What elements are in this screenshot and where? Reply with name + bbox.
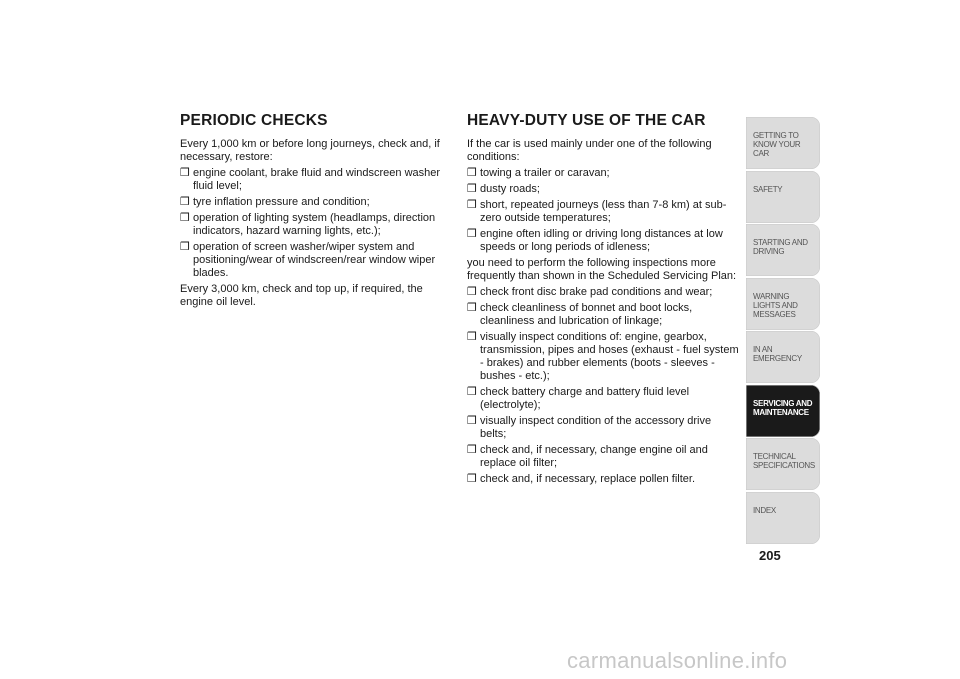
list-item: ❒ short, repeated journeys (less than 7-8 km) at sub-zero outside temperatures; (467, 199, 727, 224)
heavy-duty-intro: If the car is used mainly under one of the following conditions: (467, 138, 712, 163)
checkbox-bullet-icon: ❒ (180, 212, 190, 224)
tab-getting-to-know-your-car[interactable]: GETTING TO KNOW YOUR CAR (746, 117, 820, 169)
chapter-tabs (746, 117, 820, 545)
checkbox-bullet-icon: ❒ (180, 196, 190, 208)
heavy-duty-conditions-list (467, 167, 739, 254)
list-item: ❒ engine often idling or driving long distances at low speeds or long periods of idleness; (467, 228, 723, 253)
checkbox-bullet-icon: ❒ (467, 415, 477, 427)
tab-warning-lights-and-messages[interactable]: WARNING LIGHTS AND MESSAGES (746, 278, 820, 330)
checkbox-bullet-icon: ❒ (467, 302, 477, 314)
page-number: 205 (759, 548, 781, 563)
list-item: ❒ towing a trailer or caravan; (467, 167, 610, 179)
tab-in-an-emergency[interactable]: IN AN EMERGENCY (746, 331, 820, 383)
checkbox-bullet-icon: ❒ (467, 473, 477, 485)
list-item: ❒ check and, if necessary, replace pollen filter. (467, 473, 696, 485)
list-item: ❒ check and, if necessary, change engine oil and replace oil filter; (467, 444, 708, 469)
list-item: ❒ engine coolant, brake fluid and windscreen washer fluid level; (180, 167, 441, 192)
checkbox-bullet-icon: ❒ (467, 386, 477, 398)
periodic-checks-list (180, 167, 455, 280)
checkbox-bullet-icon: ❒ (467, 444, 477, 456)
periodic-checks-intro: Every 1,000 km or before long journeys, check and, if necessary, restore: (180, 138, 440, 163)
checkbox-bullet-icon: ❒ (467, 228, 477, 240)
list-item: ❒ dusty roads; (467, 183, 540, 195)
heavy-duty-inspections-list (467, 286, 739, 486)
tab-index[interactable]: INDEX (746, 492, 820, 544)
list-item: ❒ check cleanliness of bonnet and boot locks, cleanliness and lubrication of linkage; (467, 302, 693, 327)
list-item: ❒ visually inspect conditions of: engine, gearbox, transmission, pipes and hoses (exhaust - fuel system - brakes) and rubber elements (boots - sleeves - bushes - etc.); (467, 331, 739, 382)
list-item: ❒ operation of lighting system (headlamps, direction indicators, hazard warning lights, etc.); (180, 212, 436, 237)
checkbox-bullet-icon: ❒ (467, 167, 477, 179)
tab-technical-specifications[interactable]: TECHNICAL SPECIFICATIONS (746, 438, 820, 490)
checkbox-bullet-icon: ❒ (467, 331, 477, 343)
tab-safety[interactable]: SAFETY (746, 171, 820, 223)
checkbox-bullet-icon: ❒ (467, 183, 477, 195)
checkbox-bullet-icon: ❒ (180, 241, 190, 253)
periodic-checks-outro: Every 3,000 km, check and top up, if required, the engine oil level. (180, 283, 423, 308)
list-item: ❒ visually inspect condition of the accessory drive belts; (467, 415, 712, 440)
heavy-duty-middle-text: you need to perform the following inspections more frequently than shown in the Scheduled Servicing Plan: (467, 257, 737, 282)
checkbox-bullet-icon: ❒ (467, 286, 477, 298)
heavy-duty-heading: HEAVY-DUTY USE OF THE CAR (467, 112, 706, 129)
tab-starting-and-driving[interactable]: STARTING AND DRIVING (746, 224, 820, 276)
periodic-checks-heading: PERIODIC CHECKS (180, 112, 328, 129)
checkbox-bullet-icon: ❒ (467, 199, 477, 211)
list-item: ❒ check battery charge and battery fluid level (electrolyte); (467, 386, 690, 411)
periodic-checks-section (180, 112, 455, 312)
checkbox-bullet-icon: ❒ (180, 167, 190, 179)
tab-servicing-and-maintenance[interactable]: SERVICING AND MAINTENANCE (746, 385, 820, 437)
list-item: ❒ operation of screen washer/wiper system and positioning/wear of windscreen/rear window wiper blades. (180, 241, 436, 279)
list-item: ❒ check front disc brake pad conditions and wear; (467, 286, 713, 298)
watermark: carmanualsonline.info (567, 648, 788, 673)
heavy-duty-section (467, 112, 739, 489)
list-item: ❒ tyre inflation pressure and condition; (180, 196, 370, 208)
